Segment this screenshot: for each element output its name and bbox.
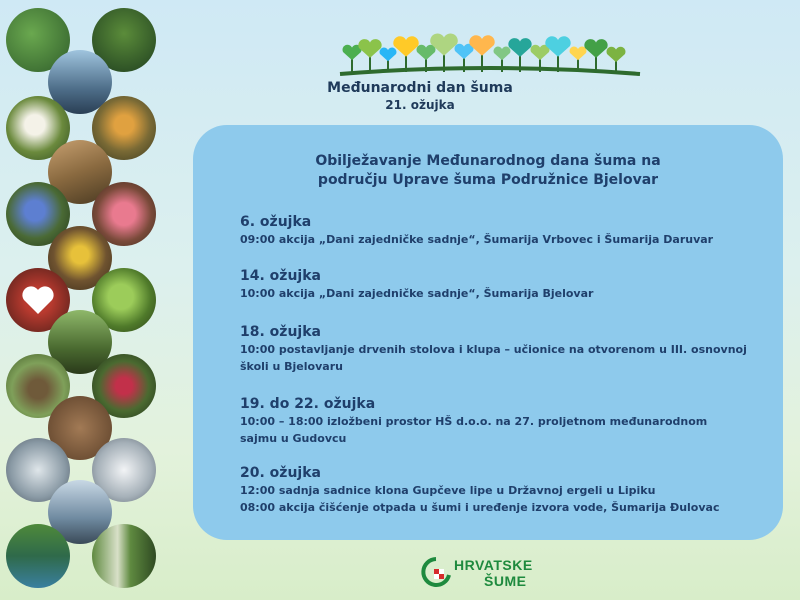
entry-date: 20. ožujka [240,465,321,481]
program-panel [193,125,783,540]
entry-line: 10:00 – 18:00 izložbeni prostor HŠ d.o.o. na 27. proljetnom međunarodnom [240,415,708,428]
heart-tree-icon [494,47,511,61]
heart-tree-icon [469,35,494,56]
entry-line: 10:00 postavljanje drvenih stolova i klupa – učionice na otvorenom u III. osnovnoj [240,343,747,356]
heart-tree-icon [380,48,397,62]
logo-text-line2: ŠUME [484,573,527,589]
entry-1 [240,213,760,248]
entry-4 [240,395,760,447]
program-heading [193,152,783,190]
entry-date: 18. ožujka [240,324,321,340]
event-title: Međunarodni dan šuma [327,80,513,96]
entry-line: 08:00 akcija čišćenje otpada u šumi i uređenje izvora vode, Šumarija Đulovac [240,501,720,514]
photo-birch-trees [92,524,156,588]
heart-tree-icon [454,44,473,59]
heart-tree-icon [393,36,418,57]
heart-tree-icon [530,45,549,60]
entry-date: 14. ožujka [240,268,321,284]
entry-line: sajmu u Gudovcu [240,432,347,445]
program-heading-line1: Obilježavanje Međunarodnog dana šuma na [315,153,661,169]
entry-5 [240,464,760,516]
entry-2 [240,267,760,302]
logo-text-line1: HRVATSKE [454,557,533,573]
heart-tree-icon [358,39,381,58]
entry-line: školi u Bjelovaru [240,360,343,373]
entry-line: 09:00 akcija „Dani zajedničke sadnje“, Šumarija Vrbovec i Šumarija Daruvar [240,233,714,246]
heart-tree-icon [570,47,587,61]
event-date: 21. ožujka [385,98,455,112]
heart-tree-icon [606,47,625,62]
entry-date: 6. ožujka [240,214,312,230]
entry-date: 19. do 22. ožujka [240,396,376,412]
entry-line: 10:00 akcija „Dani zajedničke sadnje“, Šumarija Bjelovar [240,287,594,300]
heart-tree-icon [416,45,435,60]
entry-3 [240,323,760,375]
program-heading-line2: području Uprave šuma Podružnice Bjelovar [317,172,659,188]
hrvatske-sume-emblem-icon [418,555,454,589]
photo-river-aerial [6,524,70,588]
heart-tree-icon [545,36,570,57]
entry-line: 12:00 sadnja sadnice klona Gupčeve lipe u Državnoj ergeli u Lipiku [240,484,656,497]
heart-tree-icon [508,38,531,57]
heart-trees-logo [330,18,650,84]
photo-collage [0,0,170,600]
heart-tree-icon [584,39,607,58]
hrvatske-sume-logo [418,555,558,591]
